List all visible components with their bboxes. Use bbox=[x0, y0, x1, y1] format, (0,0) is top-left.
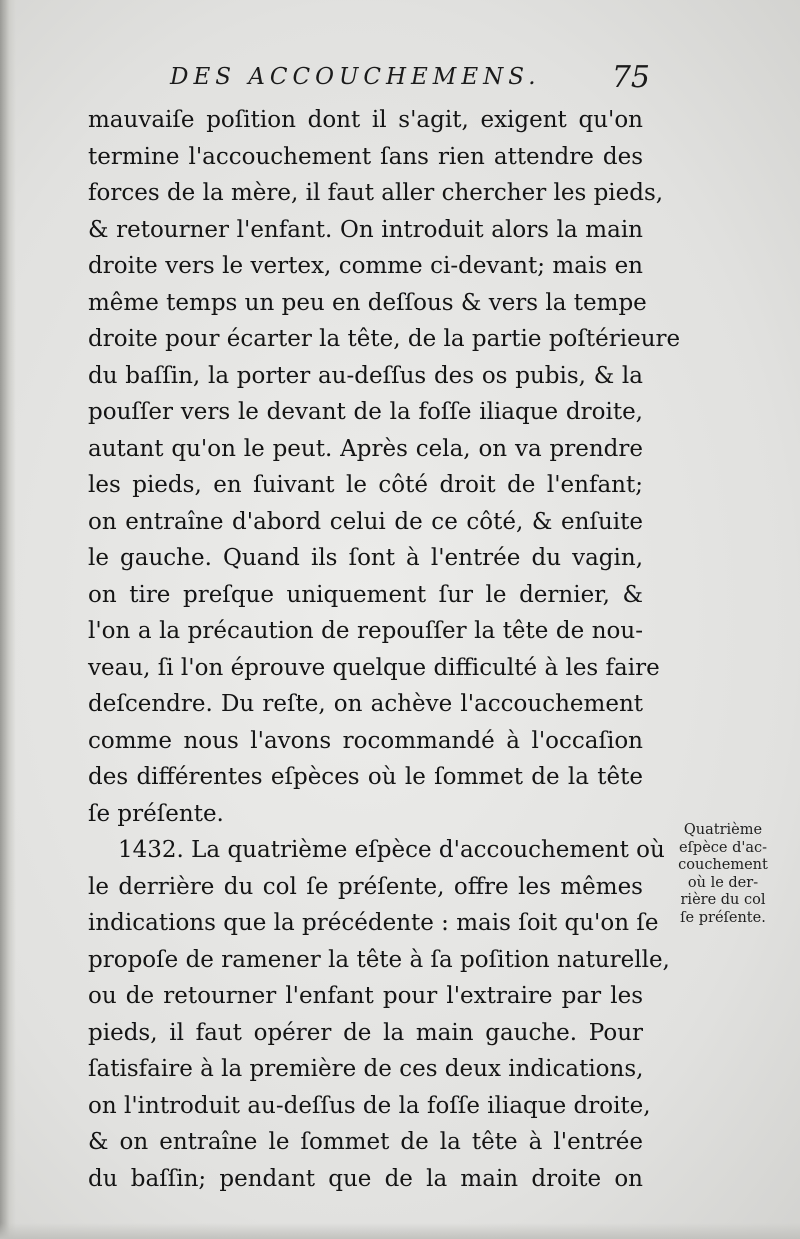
text-line: pieds, il faut opérer de la main gauche. Pour bbox=[88, 1019, 643, 1046]
text-line: ſe préſente. bbox=[88, 800, 224, 827]
text-line: propoſe de ramener la tête à ſa poſition naturelle, bbox=[88, 946, 670, 973]
text-line: droite vers le vertex, comme ci-devant; mais en bbox=[88, 253, 643, 279]
text-line: ou de retourner l'enfant pour l'extraire par les bbox=[88, 983, 643, 1009]
text-line: des différentes eſpèces où le ſommet de la tête bbox=[88, 764, 643, 790]
text-line: droite pour écarter la tête, de la partie poſtérieure bbox=[88, 326, 681, 352]
text-line: l'on a la précaution de repouſſer la tête de nou- bbox=[88, 618, 643, 644]
margin-note-line: où le der- bbox=[687, 874, 759, 891]
text-line: & retourner l'enfant. On introduit alors la main bbox=[88, 216, 643, 243]
page-bottom-shadow bbox=[0, 1223, 800, 1239]
text-line: deſcendre. Du reſte, on achève l'accouchement bbox=[88, 691, 643, 717]
text-line: mauvaiſe poſition dont il s'agit, exigent qu'on bbox=[88, 107, 643, 133]
text-line: les pieds, en ſuivant le côté droit de l'enfant; bbox=[88, 472, 643, 498]
text-line: ſatisfaire à la première de ces deux indications, bbox=[88, 1056, 644, 1082]
margin-note-line: rière du col bbox=[680, 892, 766, 908]
running-title: DES ACCOUCHEMENS. bbox=[170, 64, 541, 90]
margin-note-line: ſe préſente. bbox=[680, 909, 766, 926]
text-line: & on entraîne le ſommet de la tête à l'entrée bbox=[88, 1129, 643, 1155]
text-line: veau, ſi l'on éprouve quelque difficulté à les faire bbox=[88, 654, 660, 681]
text-line: on l'introduit au-deſſus de la foſſe iliaque droite, bbox=[88, 1092, 651, 1119]
margin-note-line: couchement bbox=[678, 857, 768, 873]
text-line: autant qu'on le peut. Après cela, on va prendre bbox=[88, 435, 643, 462]
text-line: termine l'accouchement ſans rien attendre des bbox=[88, 143, 643, 170]
page-gutter-shadow bbox=[0, 0, 16, 1239]
page-number: 75 bbox=[611, 60, 650, 95]
text-line: on entraîne d'abord celui de ce côté, & enſuite bbox=[88, 508, 643, 535]
text-line: même temps un peu en deſſous & vers la tempe bbox=[88, 289, 647, 316]
margin-note-line: Quatrième bbox=[683, 822, 763, 838]
text-line: indications que la précédente : mais ſoit qu'on ſe bbox=[88, 910, 659, 936]
text-line: du baſſin; pendant que de la main droite on bbox=[88, 1165, 643, 1192]
text-line: du baſſin, la porter au-deſſus des os pubis, & la bbox=[88, 362, 643, 389]
text-line: comme nous l'avons rocommandé à l'occaſion bbox=[88, 727, 643, 754]
margin-note bbox=[648, 822, 798, 927]
text-line: le gauche. Quand ils ſont à l'entrée du vagin, bbox=[88, 545, 643, 571]
text-line: on tire preſque uniquement ſur le dernier, & bbox=[88, 581, 643, 608]
body-text bbox=[88, 102, 681, 1197]
running-head bbox=[170, 60, 660, 100]
text-line: pouſſer vers le devant de la foſſe iliaque droite, bbox=[88, 399, 643, 425]
margin-note-line: eſpèce d'ac- bbox=[678, 839, 768, 856]
text-line: le derrière du col ſe préſente, offre les mêmes bbox=[88, 873, 643, 900]
text-line: forces de la mère, il faut aller chercher les pieds, bbox=[88, 180, 664, 206]
text-line: 1432. La quatrième eſpèce d'accouchement où bbox=[118, 837, 665, 863]
